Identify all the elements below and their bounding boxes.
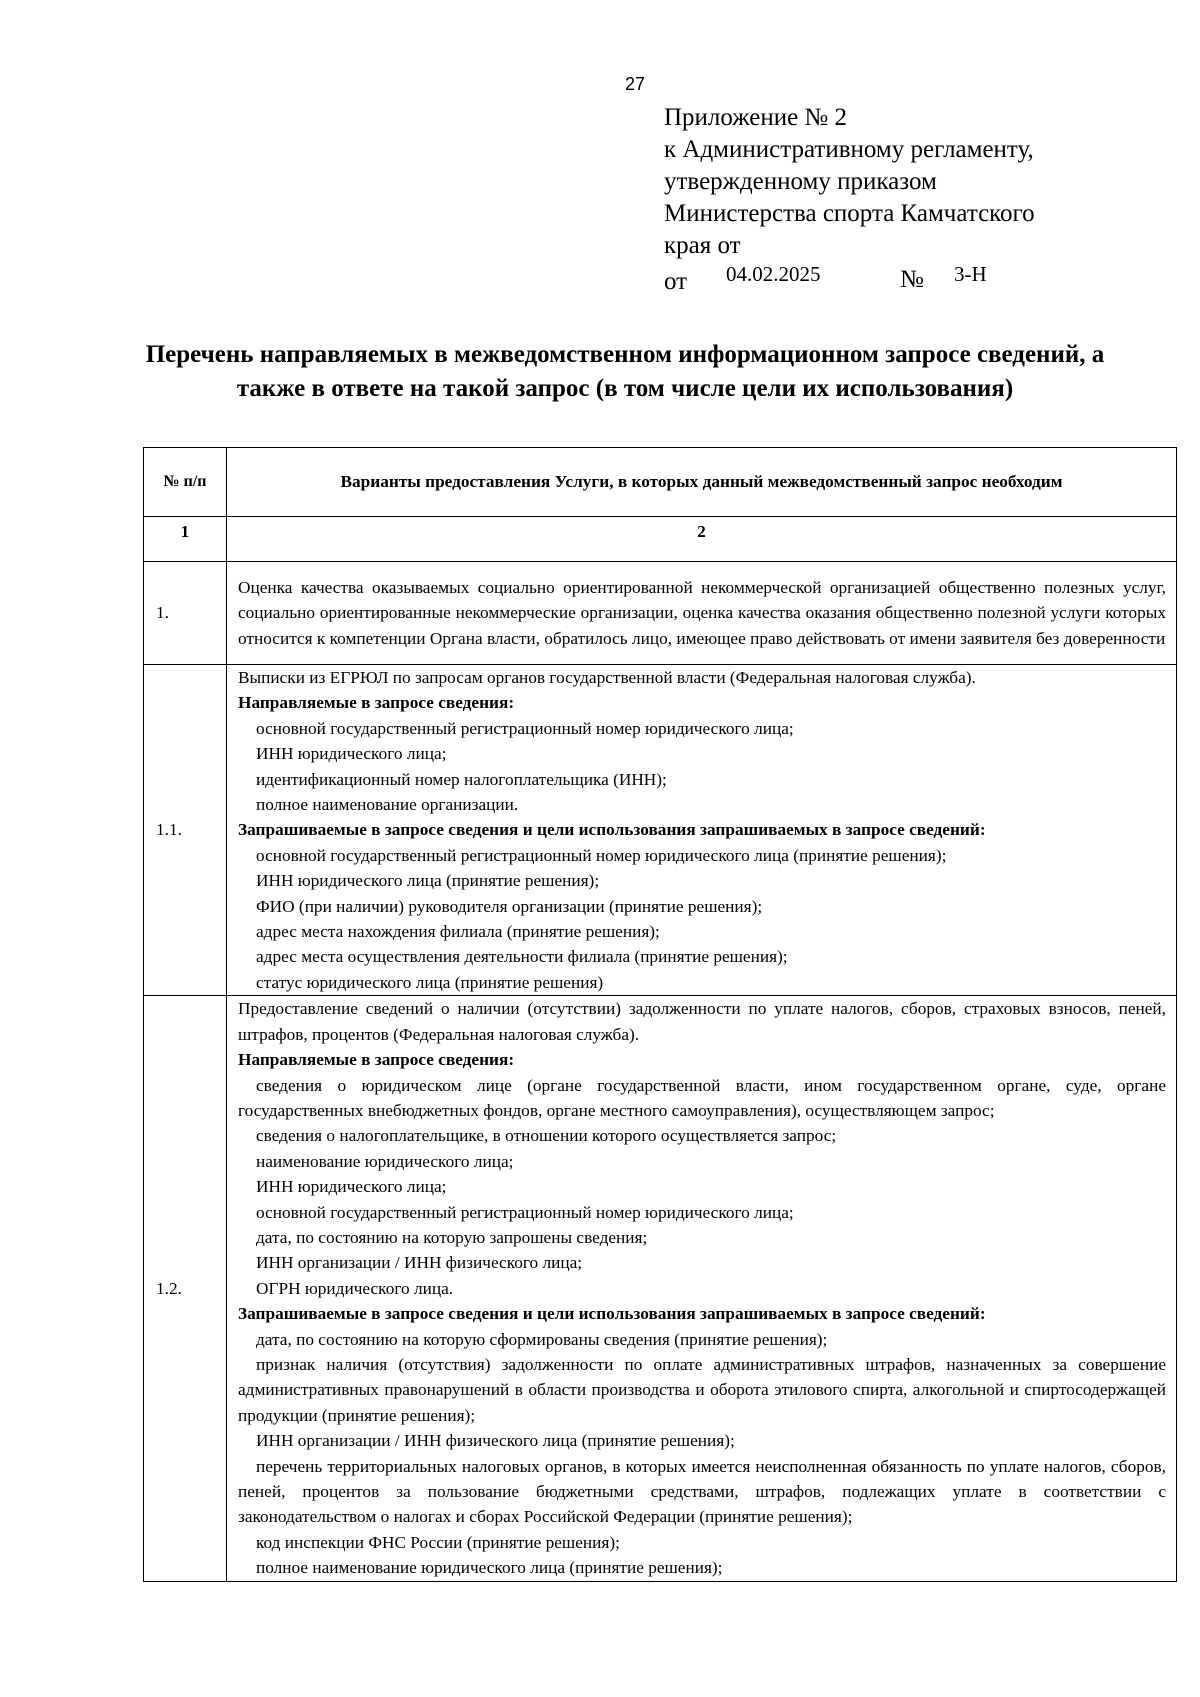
requested-item: ИНН юридического лица (принятие решения); (256, 871, 600, 891)
header-num: № п/п (144, 448, 227, 517)
sent-item: сведения о налогоплательщике, в отношении которого осуществляется запрос; (256, 1126, 837, 1146)
row-number: 1. (144, 562, 227, 665)
requested-item: перечень территориальных налоговых органов, в которых имеется неисполненная обязанность по уплате налогов, сборов, пеней, процентов за пользование бюджетными средствами, штрафов, подлежащих уплате в соответствии с законодательством о налогах и сборах Российской Федерации (принятие решения); (238, 1456, 1166, 1527)
requested-item: статус юридического лица (принятие решения) (256, 972, 604, 992)
row-intro: Выписки из ЕГРЮЛ по запросам органов государственной власти (Федеральная налоговая служба). (238, 668, 976, 687)
table-row (144, 665, 1177, 996)
requested-item: полное наименование юридического лица (принятие решения); (256, 1558, 723, 1578)
sent-item: наименование юридического лица; (256, 1151, 514, 1171)
requested-item: основной государственный регистрационный номер юридического лица (принятие решения); (256, 845, 947, 865)
sent-item: дата, по состоянию на которую запрошены сведения; (256, 1227, 648, 1247)
row-content (227, 665, 1177, 996)
table-row (144, 996, 1177, 1581)
column-number-2: 2 (227, 517, 1177, 562)
sent-item: основной государственный регистрационный номер юридического лица; (256, 1202, 794, 1222)
requested-item: адрес места осуществления деятельности филиала (принятие решения); (256, 947, 788, 967)
requested-item: признак наличия (отсутствия) задолженности по оплате административных штрафов, назначенных за совершение административных правонарушений в области производства и оборота этилового спирта, алкогольной и спиртосодержащей продукции (принятие решения); (238, 1354, 1166, 1425)
row-text: Оценка качества оказываемых социально ориентированной некоммерческой организацией общественно полезных услуг, социально ориентированные некоммерческие организации, оценка качества оказания общественно полезной услуги которых относится к компетенции Органа власти, обратилось лицо, имеющее право действовать от имени заявителя без доверенности (227, 562, 1177, 665)
sent-item: ИНН юридического лица; (256, 744, 447, 764)
requested-item: адрес места нахождения филиала (принятие решения); (256, 922, 660, 942)
requests-table (143, 447, 1177, 1582)
sent-item: ИНН юридического лица; (256, 1177, 447, 1197)
sent-item: идентификационный номер налогоплательщика (ИНН); (256, 769, 667, 789)
row-intro: Предоставление сведений о наличии (отсутствии) задолженности по уплате налогов, сборов, страховых взносов, пеней, штрафов, процентов (Федеральная налоговая служба). (238, 999, 1166, 1044)
order-number: 3-Н (954, 262, 987, 286)
row-number: 1.2. (144, 996, 227, 1581)
sent-item: ИНН организации / ИНН физического лица; (256, 1253, 583, 1273)
column-numbers-row (144, 517, 1177, 562)
requested-item: код инспекции ФНС России (принятие решения); (256, 1532, 620, 1552)
requested-heading: Запрашиваемые в запросе сведения и цели использования запрашиваемых в запросе сведений: (238, 820, 986, 840)
appendix-line: утвержденному приказом (664, 168, 937, 195)
document-title: Перечень направляемых в межведомственном информационном запросе сведений, а также в ответе на такой запрос (в том числе цели их использования) (145, 341, 1105, 402)
order-date: 04.02.2025 (726, 262, 821, 286)
row-content (227, 996, 1177, 1581)
sent-item: основной государственный регистрационный номер юридического лица; (256, 718, 794, 738)
appendix-date-row (664, 262, 1164, 296)
column-number-1: 1 (144, 517, 227, 562)
requested-heading: Запрашиваемые в запросе сведения и цели использования запрашиваемых в запросе сведений: (238, 1304, 986, 1324)
requested-item: ИНН организации / ИНН физического лица (принятие решения); (256, 1431, 735, 1451)
requested-item: дата, по состоянию на которую сформированы сведения (принятие решения); (256, 1329, 828, 1349)
sent-item: ОГРН юридического лица. (256, 1278, 454, 1298)
header-variants: Варианты предоставления Услуги, в которых данный межведомственный запрос необходим (227, 448, 1177, 517)
appendix-line: края от (664, 232, 741, 259)
ot-label: от (664, 268, 688, 295)
row-number: 1.1. (144, 665, 227, 996)
table-row (144, 562, 1177, 665)
appendix-line: Приложение № 2 (664, 104, 848, 131)
sent-item: полное наименование организации. (256, 795, 519, 815)
appendix-line: к Административному регламенту, (664, 136, 1034, 163)
appendix-line: Министерства спорта Камчатского (664, 200, 1035, 227)
table-header-row (144, 448, 1177, 517)
sent-item: сведения о юридическом лице (органе государственной власти, ином государственном органе, суде, органе государственных внебюджетных фондов, органе местного самоуправления), осуществляющем запрос; (238, 1075, 1166, 1120)
sent-heading: Направляемые в запросе сведения: (238, 693, 515, 713)
sent-heading: Направляемые в запросе сведения: (238, 1050, 515, 1070)
number-sign: № (900, 266, 924, 293)
requested-item: ФИО (при наличии) руководителя организации (принятие решения); (256, 896, 763, 916)
appendix-block (664, 102, 1164, 296)
page-number: 27 (624, 74, 646, 94)
